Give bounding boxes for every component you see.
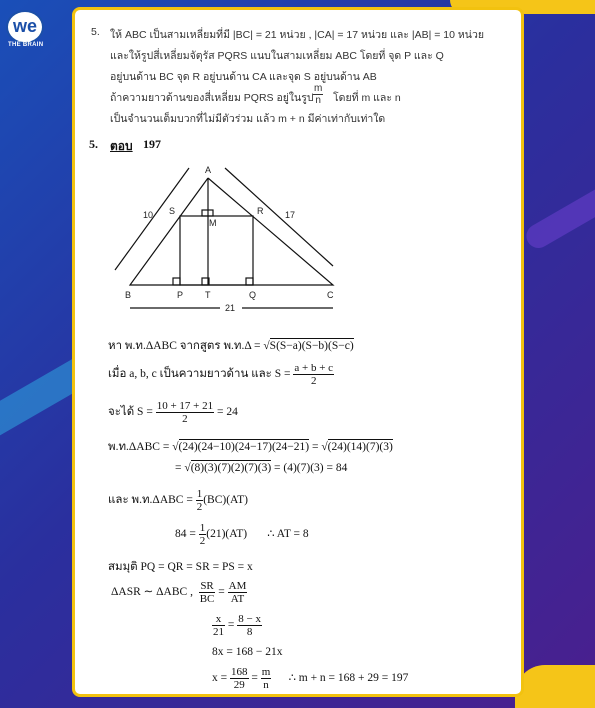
label-t: T: [205, 290, 211, 300]
dim-ac: [225, 168, 333, 266]
answer-label: ตอบ: [110, 139, 133, 153]
label-b: B: [125, 290, 132, 300]
answer-number: 5.: [89, 137, 98, 151]
solution-line-11: 8x = 168 − 21x: [212, 646, 283, 658]
label-p: P: [177, 290, 184, 300]
triangle-figure: [105, 158, 345, 323]
label-r: R: [257, 206, 264, 216]
solution-line-3: จะได้ S = $\frac{10 + 17 + 21}{2}$ = 24: [108, 400, 238, 425]
logo-mark: we: [6, 10, 44, 44]
length-bc: 21: [225, 303, 236, 313]
question-fraction: m n: [314, 83, 323, 106]
question-line: เป็นจำนวนเต็มบวกที่ไม่มีตัวร่วม แล้ว m + n มีค่าเท่ากับเท่าใด: [110, 113, 386, 125]
question-number: 5.: [91, 26, 100, 38]
solution-line-8: สมมุติ PQ = QR = SR = PS = x: [108, 561, 253, 573]
solution-line-6: และ พ.ท.ΔABC = $\frac{1}{2}$ (BC)(AT): [108, 488, 248, 513]
solution-line-9: ΔASR ∼ ΔABC , $\frac{SR}{BC}$ = $\frac{AM}{AT}$: [111, 580, 247, 605]
solution-line-7: 84 = $\frac{1}{2}$ (21)(AT) ∴ AT = 8: [175, 522, 309, 547]
length-ac: 17: [285, 210, 296, 220]
label-m: M: [209, 218, 217, 228]
solution-line-2: เมื่อ a, b, c เป็นความยาวด้าน และ S = $\frac{a + b + c}{2}$: [108, 362, 334, 387]
background-streak: [522, 172, 595, 253]
solution-line-5: = √(8)(3)(7)(2)(7)(3) = (4)(7)(3) = 84: [175, 462, 348, 474]
label-c: C: [327, 290, 334, 300]
solution-line-12: x = $\frac{168}{29}$ = $\frac{m}{n}$ ∴ m + n = 168 + 29 = 197: [212, 666, 409, 691]
solution-line-4: พ.ท.ΔABC = √(24)(24−10)(24−17)(24−21) = √(24)(14)(7)(3): [108, 441, 393, 453]
triangle-outline: [130, 178, 333, 285]
answer-value: 197: [143, 137, 161, 151]
length-ab: 10: [143, 210, 154, 220]
square-pqrs: [180, 216, 253, 285]
label-q: Q: [249, 290, 257, 300]
label-s: S: [169, 206, 176, 216]
solution-line-1: หา พ.ท.ΔABC จากสูตร พ.ท.Δ = √S(S−a)(S−b)(S−c): [108, 340, 354, 352]
question-line: และให้รูปสี่เหลี่ยมจัตุรัส PQRS แนบในสามเหลี่ยม ABC โดยที่ จุด P และ Q: [110, 50, 444, 62]
corner-accent: [515, 665, 595, 708]
question-line: อยู่บนด้าน BC จุด R อยู่บนด้าน CA และจุด S อยู่บนด้าน AB: [110, 71, 377, 83]
question-line: โดยที่ m และ n: [333, 92, 401, 104]
brand-logo: [6, 10, 46, 50]
logo-subtext: THE BRAIN: [8, 42, 44, 48]
solution-line-10: $\frac{x}{21}$ = $\frac{8 - x}{8}$: [213, 613, 261, 638]
content-card: [72, 7, 524, 697]
question-line: ถ้าความยาวด้านของสี่เหลี่ยม PQRS อยู่ในรูป: [110, 92, 314, 104]
label-a: A: [205, 165, 212, 175]
question-line: ให้ ABC เป็นสามเหลี่ยมที่มี |BC| = 21 หน่วย , |CA| = 17 หน่วย และ |AB| = 10 หน่วย: [110, 29, 485, 41]
